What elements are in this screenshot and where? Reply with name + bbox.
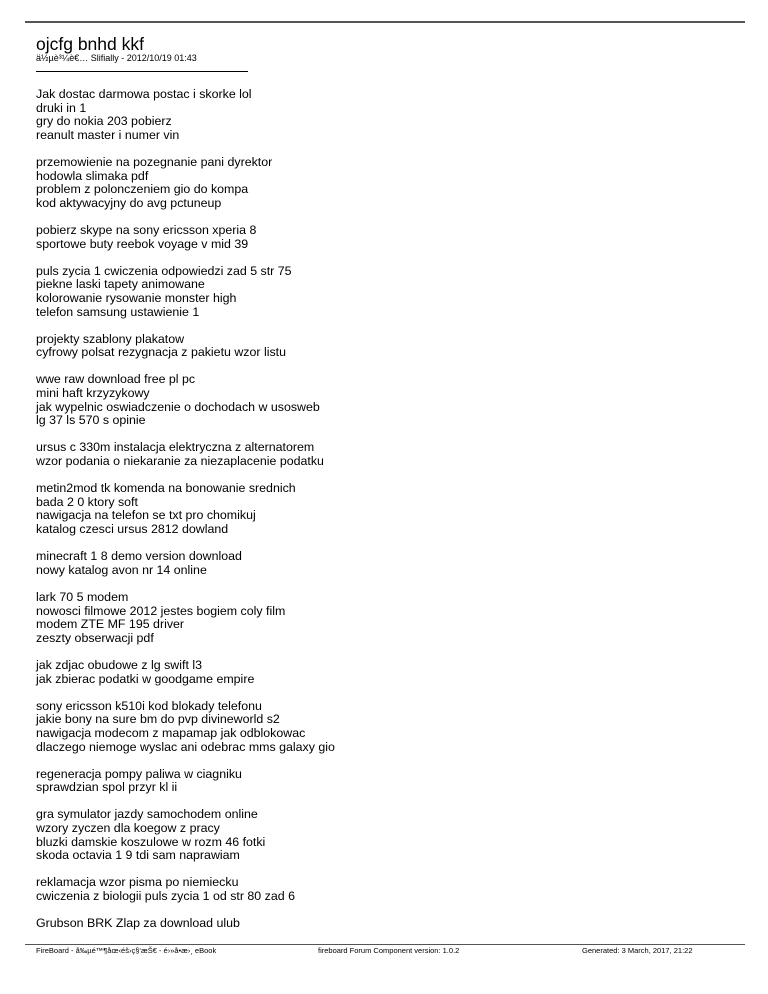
post-body — [36, 88, 736, 944]
footer-source: FireBoard - å‰µé™¶åœ‹éš›ç§‘æŠ€ - é›»å•æ›¸ eBook — [36, 946, 217, 955]
text-line: zeszty obserwacji pdf — [36, 630, 154, 645]
text-line: wzory zyczen dla koegow z pracy — [36, 821, 220, 836]
text-line: nowosci filmowe 2012 jestes bogiem coly film — [36, 603, 286, 618]
text-line: Jak dostac darmowa postac i skorke lol — [36, 87, 252, 101]
text-line: piekne laski tapety animowane — [36, 277, 205, 292]
text-line: druki in 1 — [36, 100, 87, 115]
text-line: reanult master i numer vin — [36, 127, 180, 142]
text-line: dlaczego niemoge wyslac ani odebrac mms galaxy gio — [36, 739, 335, 754]
text-line: gra symulator jazdy samochodem online — [36, 807, 258, 822]
top-rule — [25, 21, 745, 23]
paragraph — [36, 333, 736, 360]
text-line: minecraft 1 8 demo version download — [36, 549, 242, 564]
text-line: Grubson BRK Zlap za download ulub — [36, 916, 240, 931]
text-line: reklamacja wzor pisma po niemiecku — [36, 875, 239, 890]
title-underline — [36, 71, 248, 72]
paragraph — [36, 265, 736, 319]
text-line: skoda octavia 1 9 tdi sam naprawiam — [36, 848, 240, 863]
text-line: lark 70 5 modem — [36, 589, 129, 604]
paragraph — [36, 808, 736, 862]
text-line: jakie bony na sure bm do pvp divineworld s2 — [36, 712, 280, 727]
text-line: nowy katalog avon nr 14 online — [36, 562, 207, 577]
text-line: przemowienie na pozegnanie pani dyrektor — [36, 154, 273, 169]
text-line: kolorowanie rysowanie monster high — [36, 290, 237, 305]
paragraph — [36, 591, 736, 645]
text-line: puls zycia 1 cwiczenia odpowiedzi zad 5 str 75 — [36, 263, 292, 278]
post-meta: ä½µè³¼è€… Slifially - 2012/10/19 01:43 — [36, 53, 197, 63]
paragraph — [36, 768, 736, 795]
paragraph — [36, 224, 736, 251]
paragraph — [36, 876, 736, 903]
paragraph — [36, 88, 736, 142]
paragraph — [36, 373, 736, 427]
text-line: wwe raw download free pl pc — [36, 372, 196, 387]
text-line: cwiczenia z biologii puls zycia 1 od str 80 zad 6 — [36, 889, 295, 904]
paragraph — [36, 550, 736, 577]
text-line: wzor podania o niekaranie za niezaplacenie podatku — [36, 454, 324, 469]
text-line: metin2mod tk komenda na bonowanie srednich — [36, 481, 296, 496]
paragraph — [36, 156, 736, 210]
text-line: cyfrowy polsat rezygnacja z pakietu wzor listu — [36, 345, 286, 360]
text-line: sprawdzian spol przyr kl ii — [36, 780, 178, 795]
text-line: jak wypelnic oswiadczenie o dochodach w usosweb — [36, 399, 320, 414]
text-line: lg 37 ls 570 s opinie — [36, 413, 146, 428]
paragraph — [36, 659, 736, 686]
text-line: bada 2 0 ktory soft — [36, 494, 138, 509]
text-line: gry do nokia 203 pobierz — [36, 114, 172, 129]
text-line: katalog czesci ursus 2812 dowland — [36, 522, 229, 536]
text-line: hodowla slimaka pdf — [36, 168, 149, 183]
footer-rule — [25, 944, 745, 945]
text-line: projekty szablony plakatow — [36, 331, 185, 346]
post-title: ojcfg bnhd kkf — [36, 34, 144, 54]
text-line: nawigacja na telefon se txt pro chomikuj — [36, 508, 256, 523]
text-line: problem z polonczeniem gio do kompa — [36, 182, 249, 197]
text-line: jak zbierac podatki w goodgame empire — [36, 671, 255, 686]
text-line: jak zdjac obudowe z lg swift l3 — [36, 657, 202, 672]
text-line: nawigacja modecom z mapamap jak odblokowac — [36, 725, 306, 740]
text-line: bluzki damskie koszulowe w rozm 46 fotki — [36, 834, 266, 849]
text-line: telefon samsung ustawienie 1 — [36, 304, 200, 319]
text-line: mini haft krzyzykowy — [36, 386, 150, 401]
paragraph — [36, 441, 736, 468]
text-line: kod aktywacyjny do avg pctuneup — [36, 195, 222, 210]
text-line: pobierz skype na sony ericsson xperia 8 — [36, 222, 257, 237]
text-line: regeneracja pompy paliwa w ciagniku — [36, 766, 242, 781]
text-line: sony ericsson k510i kod blokady telefonu — [36, 698, 262, 713]
text-line: sportowe buty reebok voyage v mid 39 — [36, 236, 249, 251]
paragraph — [36, 482, 736, 536]
paragraph — [36, 700, 736, 754]
footer-generated: Generated: 3 March, 2017, 21:22 — [582, 946, 693, 955]
paragraph — [36, 917, 736, 931]
footer-version: fireboard Forum Component version: 1.0.2 — [318, 946, 460, 955]
text-line: modem ZTE MF 195 driver — [36, 617, 185, 632]
text-line: ursus c 330m instalacja elektryczna z alternatorem — [36, 440, 315, 455]
